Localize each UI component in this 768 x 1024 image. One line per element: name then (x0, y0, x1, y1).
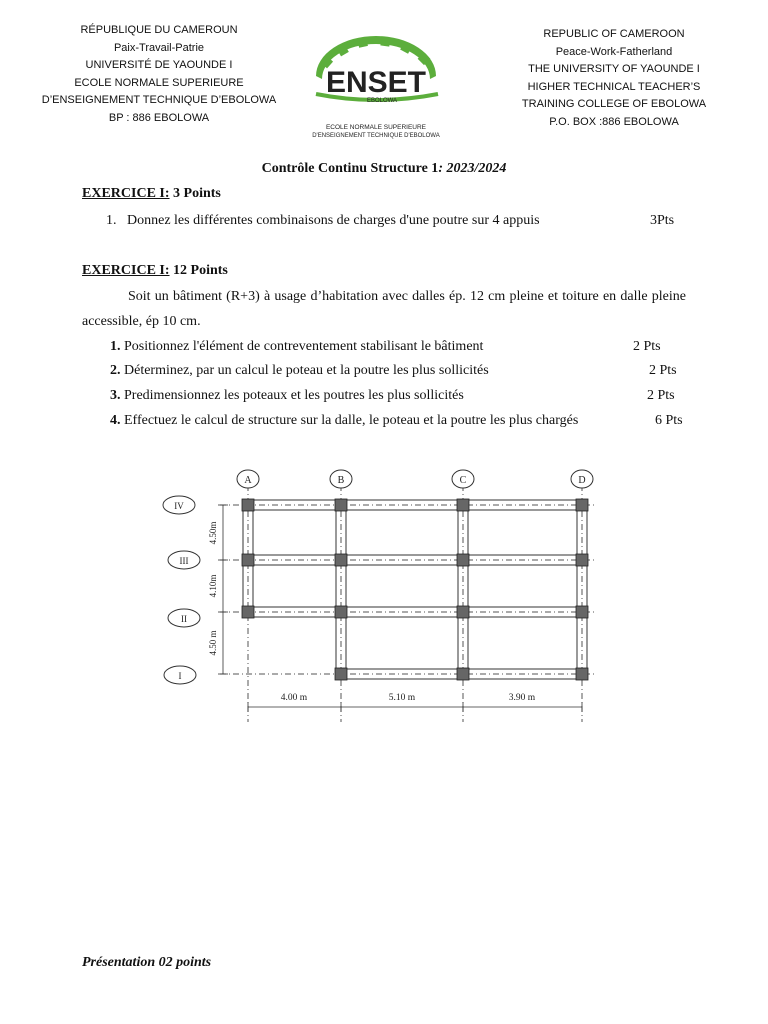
dim-4-50m: 4.50m (208, 521, 218, 545)
logo-line1: ECOLE NORMALE SUPERIEURE (325, 124, 427, 131)
question-text: Predimensionnez les poteaux et les poutres les plus sollicités (124, 388, 464, 403)
axis-label-C: C (459, 475, 467, 486)
exercise2-label: EXERCICE I: (82, 263, 170, 278)
exercise2-question (110, 413, 578, 429)
axis-label-B: B (337, 475, 345, 486)
dim-3-90m: 3.90 m (508, 693, 536, 703)
question-text: Effectuez le calcul de structure sur la dalle, le poteau et la poutre les plus chargés (124, 413, 579, 428)
logo-line2: D'ENSEIGNEMENT TECHNIQUE D'EBOLOWA (312, 133, 440, 139)
question-points: 2 Pts (649, 363, 677, 378)
title-year: : 2023/2024 (438, 161, 507, 176)
exercise2-heading (82, 263, 228, 279)
axis-label-IV: IV (174, 501, 184, 511)
exercise2-question (110, 339, 483, 355)
axis-label-I: I (178, 671, 182, 681)
question-number: 1. (110, 339, 121, 354)
axis-label-A: A (244, 475, 252, 486)
header-left-line: RÉPUBLIQUE DU CAMEROUN (80, 24, 238, 36)
presentation-points: Présentation 02 points (82, 955, 212, 970)
header-left-line: Paix-Travail-Patrie (113, 41, 205, 54)
question-text: Déterminez, par un calcul le poteau et la poutre les plus sollicités (124, 363, 489, 378)
header-left-line: UNIVERSITÉ DE YAOUNDE I (85, 59, 233, 71)
question-points: 6 Pts (655, 413, 683, 428)
enset-logo (286, 32, 466, 142)
question-points: 2 Pts (633, 339, 661, 354)
exercise2-points: 12 Points (173, 263, 228, 278)
header-left-line: BP : 886 EBOLOWA (108, 111, 210, 124)
question-points: 2 Pts (647, 388, 675, 403)
floor-plan (155, 460, 605, 725)
logo-sub: EBOLOWA (366, 98, 398, 104)
exercise1-label: EXERCICE I: (82, 186, 170, 201)
header-left-line: D’ENSEIGNEMENT TECHNIQUE D’EBOLOWA (41, 94, 277, 106)
header-right-line: TRAINING COLLEGE OF EBOLOWA (521, 98, 707, 110)
dim-5-10m: 5.10 m (388, 693, 416, 703)
title-main: Contrôle Continu Structure 1 (261, 161, 439, 176)
header-right-line: Peace-Work-Fatherland (555, 45, 673, 58)
header-right-line: P.O. BOX :886 EBOLOWA (549, 115, 679, 128)
dim-4-50m-lower: 4.50 m (208, 630, 218, 656)
question-number: 2. (110, 363, 121, 378)
header-left (30, 22, 288, 127)
question-text: Positionnez l'élément de contreventement stabilisant le bâtiment (124, 339, 484, 354)
axis-label-II: II (181, 614, 187, 624)
question-text: Donnez les différentes combinaisons de charges d'une poutre sur 4 appuis (127, 213, 540, 228)
axis-label-III: III (179, 556, 189, 566)
dim-4-10m: 4.10m (208, 574, 218, 598)
exercise2-question (110, 363, 489, 379)
exercise2-intro: Soit un bâtiment (R+3) à usage d’habitation avec dalles ép. 12 cm pleine et toiture en dalle pleine accessible, ép 10 cm. (82, 289, 686, 329)
header-right (494, 26, 734, 131)
exercise1-question (106, 213, 540, 229)
exercise1-question-points: 3Pts (650, 213, 675, 228)
question-number: 1. (106, 213, 117, 228)
header-right-line: REPUBLIC OF CAMEROON (543, 28, 685, 40)
exercise1-points: 3 Points (173, 186, 221, 201)
logo-name: ENSET (325, 66, 427, 99)
exercise2-question (110, 388, 464, 404)
exercise1-heading (82, 186, 221, 202)
axis-label-D: D (578, 475, 586, 486)
header-right-line: HIGHER TECHNICAL TEACHER’S (527, 80, 701, 93)
question-number: 4. (110, 413, 121, 428)
header-left-line: ECOLE NORMALE SUPERIEURE (74, 76, 244, 89)
dim-4-00m: 4.00 m (280, 693, 308, 703)
header-right-line: THE UNIVERSITY OF YAOUNDE I (528, 63, 700, 75)
question-number: 3. (110, 388, 121, 403)
document-title (0, 161, 768, 177)
